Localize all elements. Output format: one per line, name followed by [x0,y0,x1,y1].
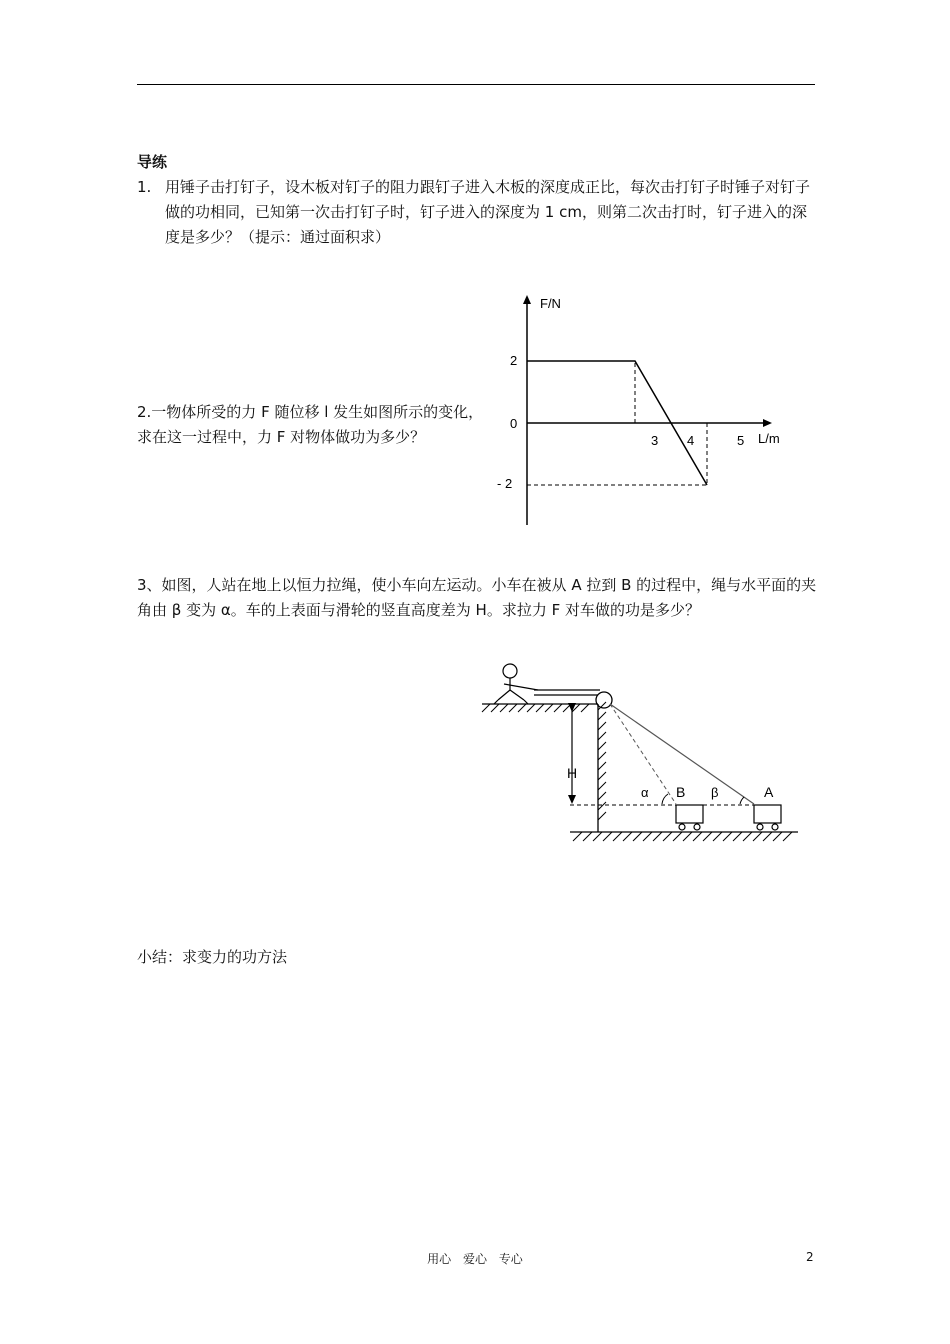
hatch-mark [583,832,592,841]
hatch-mark [598,752,606,760]
hatch-mark [598,812,606,820]
hatch-mark [783,832,792,841]
hatch-mark [633,832,642,841]
question-1-number: 1. [137,178,152,196]
hatch-mark [581,704,589,712]
hatch-mark [573,832,582,841]
upper-ground-hatch [482,704,589,712]
hatch-mark [598,792,606,800]
hatch-mark [743,832,752,841]
height-label: H [567,765,578,781]
header-rule [137,84,815,85]
hatch-mark [603,832,612,841]
hatch-mark [623,832,632,841]
lower-ground-hatch [573,832,792,841]
page-number: 2 [806,1250,814,1264]
question-1 [137,175,817,250]
hatch-mark [673,832,682,841]
y-axis-label: F/N [540,296,561,311]
hatch-mark [500,704,508,712]
hatch-mark [598,732,606,740]
hatch-mark [773,832,782,841]
hatch-mark [713,832,722,841]
x-tick-label-3: 3 [651,433,659,448]
hatch-mark [491,704,499,712]
angle-alpha-label: α [641,785,649,800]
question-2-text: 2.一物体所受的力 F 随位移 l 发生如图所示的变化，求在这一过程中，力 F 对物体做功为多少？ [137,403,484,446]
y-tick-label-2: 2 [510,353,518,368]
hatch-mark [598,802,606,810]
hatch-mark [653,832,662,841]
x-tick-label-5: 5 [737,433,745,448]
hatch-mark [693,832,702,841]
question-1-text: 用锤子击打钉子，设木板对钉子的阻力跟钉子进入木板的深度成正比，每次击打钉子时锤子对钉子做的功相同，已知第一次击打钉子时，钉子进入的深度为 1 cm，则第二次击打时，钉子进入的深度是多少？（提示：通过面积求） [165,178,811,246]
y-tick-label-0: 0 [510,416,518,431]
hatch-mark [518,704,526,712]
x-axis-label: L/m [758,431,780,446]
hatch-mark [598,742,606,750]
point-B-label: B [676,784,686,800]
hatch-mark [703,832,712,841]
hatch-mark [536,704,544,712]
hatch-mark [572,704,580,712]
hatch-mark [482,704,490,712]
hatch-mark [593,832,602,841]
hatch-mark [683,832,692,841]
hatch-mark [545,704,553,712]
footer-slogan: 用心 爱心 专心 [427,1252,523,1266]
hatch-mark [598,712,606,720]
angle-alpha-arc [662,794,668,804]
hatch-mark [598,762,606,770]
section-heading: 导练 [137,153,168,171]
hatch-mark [733,832,742,841]
hatch-mark [753,832,762,841]
hatch-mark [509,704,517,712]
hatch-mark [554,704,562,712]
y-tick-label-neg2: - 2 [497,476,513,491]
x-tick-label-4: 4 [687,433,695,448]
hatch-mark [663,832,672,841]
force-displacement-chart [490,290,790,530]
question-3-text: 3、如图，人站在地上以恒力拉绳，使小车向左运动。小车在被从 A 拉到 B 的过程中，绳与水平面的夹角由 β 变为 α。车的上表面与滑轮的竖直高度差为 H。求拉力 F 对车做的功是多少？ [137,576,817,619]
hatch-mark [563,704,571,712]
cart-B [676,805,703,830]
rope-pulley-diagram [478,660,818,850]
angle-beta-label: β [711,785,719,800]
hatch-mark [598,722,606,730]
cart-A [754,805,781,830]
hatch-mark [598,782,606,790]
point-A-label: A [764,784,774,800]
stick-figure [494,664,538,704]
hatch-mark [613,832,622,841]
hatch-mark [723,832,732,841]
summary-text: 小结：求变力的功方法 [137,948,288,966]
hatch-mark [527,704,535,712]
hatch-mark [763,832,772,841]
hatch-mark [643,832,652,841]
hatch-mark [598,772,606,780]
cliff-wall-hatch [598,702,606,820]
angle-beta-arc [740,797,744,804]
